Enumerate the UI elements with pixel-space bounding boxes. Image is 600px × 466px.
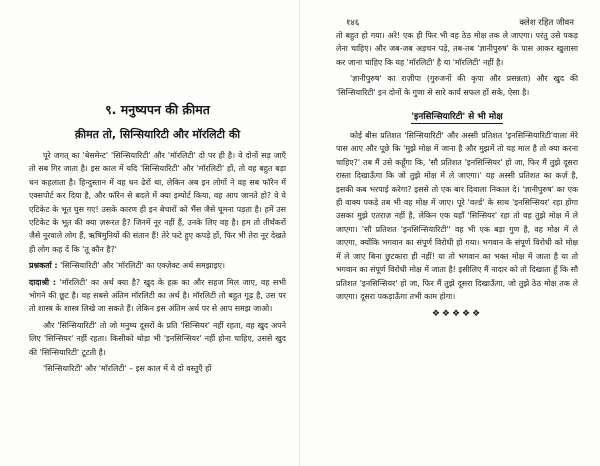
section-title xyxy=(336,110,578,122)
chapter-subtitle: क़ीमत तो, सिन्सियारिटी और मॉरलिटी की xyxy=(74,128,241,141)
dadashri-label: दादाश्री : xyxy=(29,277,57,287)
right-page xyxy=(300,0,600,466)
continued-paragraph: तो बहुत हो गया। अरे! एक ही फिर भी वह ठेठ मोक्ष तक ले जाएगा। परंतु उसे पकड़ लेना चाहिए। और जब-जब अड़चन पड़े, तब-तब 'ज्ञानीपुरुष' के पास आकर खुलासा कर जाना चाहिए कि यह 'मॉरलिटी' है या 'मॉरलिटी' नहीं है। xyxy=(336,31,578,67)
page-number: १४६ xyxy=(346,18,360,28)
answer-text: 'मॉरलिटी' का अर्थ क्या है? खुद के हक़ का और सहज मिल जाए, वह सभी भोगने की छूट है। वह सबसे अंतिम मॉरलिटी का अर्थ है। मॉरलिटी तो बहुत गूढ़ है, उस पर तो शास्त्र के शास्त्र लिखे जा सकते हैं। लेकिन इस अंतिम अर्थ पर से आप समझ जाओ। xyxy=(29,277,286,314)
answer-paragraph xyxy=(29,276,286,316)
ornament-divider: ❖❖❖❖❖ xyxy=(431,309,483,320)
question-text: 'सिन्सियारिटी' और 'मॉरलिटी' का एक्ज़ेक्ट अर्थ समझाइए। xyxy=(60,261,225,271)
section-title-text: 'इनसिन्सियारिटी' से भी मोक्ष xyxy=(411,112,503,123)
question-paragraph xyxy=(29,259,286,272)
intro-paragraph: पूरे जगत् का 'बेसमेन्ट' 'सिन्सियारिटी' और 'मॉरलिटी' दो पर ही है। वे दोनों सड़ जाएँ तो सब गिर जाता है। इस काल में यदि 'सिन्सियारिटी' और 'मॉरलिटी' हों, तो वह बहुत बड़ा धन कहलाता है। हिन्दुस्तान में वह धन ढेरों था, लेकिन अब इन लोगों ने वह सब फॉरेन में एक्सपोर्ट कर दिया है, और फॉरेन से बदले में क्या इम्पोर्ट किया, वह आप जानते हो? वे ये एटिकेट के भूत घुस गए! उसके कारण ही इन बेचारों को भैंस जैसे घूमना पड़ता है। हमें उस एटिकेट के भूत की क्या ज़रूरत है? जिनमें नूर नहीं हैं, उनके लिए वह है। हम तो तीर्थंकरों जैसे नूरवाले लोग हैं, ऋषिमुनियों की संतान हैं! तेरे फटे हुए कपड़े हों, फिर भी तेरा नूर देखते ही लोग कह दें कि 'तू कौन है?' xyxy=(29,151,286,254)
running-header xyxy=(336,0,578,28)
grace-paragraph: 'ज्ञानीपुरुष' का राज़ीपा (गुरुजनों की कृपा और प्रसन्नता) और खुद की 'सिन्सियारिटी' इन दोनों के गुणा से सारे कार्य सफल हों सके, ऐसा है। xyxy=(336,74,578,97)
sincerity-paragraph: और 'सिन्सियारिटी' तो जो मनुष्य दूसरों के प्रति 'सिन्सियर' नहीं रहता, वह खुद अपने लिए 'सिन्सियर' नहीं रहता। किसीको थोड़ा भी 'इनसिन्सियर' नहीं होना चाहिए, उससे खुद की 'सिन्सियारिटी' टूटती है। xyxy=(29,320,286,357)
book-title: क्लेश रहित जीवन xyxy=(519,18,574,28)
continuing-paragraph: 'सिन्सियारिटी' और 'मॉरलिटी' – इस काल में ये दो वस्तुएँ हों xyxy=(43,364,212,374)
questioner-label: प्रश्नकर्ता : xyxy=(29,261,58,271)
chapter-title: ९. मनुष्यपन की क़ीमत xyxy=(105,102,210,117)
insincerity-paragraph: कोई बीस प्रतिशत 'सिन्सियारिटी' और अस्सी प्रतिशत 'इनसिन्सियारिटी'वाला मेरे पास आए और पूछे कि 'मुझे मोक्ष में जाना है और मुझमें तो यह माल है तो क्या करना चाहिए?' तब मैं उसे कहूँगा कि, 'सौ प्रतिशत 'इनसिन्सियर' हो जा, फिर मैं तुझे दूसरा रास्ता दिखाऊँगा कि जो तुझे मोक्ष में ले जाएगा।' यह अस्सी प्रतिशत का कर्ज़ है, इसकी कब भरपाई करेगा? इससे तो एक बार दिवाला निकाल दे। 'ज्ञानीपुरुष' का एक ही वाक्य पकड़े तब भी वह मोक्ष में जाए। पूरे 'वर्ल्ड' के साथ 'इनसिन्सियर' रहा होगा उसका मुझे एतराज़ नहीं है, लेकिन एक यहाँ 'सिन्सियर' रहा तो वह तुझे मोक्ष में ले जाएगा। 'सौ प्रतिशत 'इनसिन्सियारिटी'' वह भी एक बड़ा गुण है, वह मोक्ष में ले जाएगा, क्योंकि भगवान का संपूर्ण विरोधी हो गया। भगवान के संपूर्ण विरोधी को मोक्ष में ले जाए बिना छुटकारा ही नहीं! या तो भगवान का भक्त मोक्ष में जाता है या तो भगवान का संपूर्ण विरोधी मोक्ष में जाता है! इसीलिए मैं नादार को तो दिखाता हूँ कि सौ प्रतिशत 'इनसिन्सियर' हो जा, फिर मैं तुझे दूसरा दिखाऊँगा, जो तुझे ठेठ मोक्ष तक ले जाएगा। दूसरा पकड़ाऊँगा तभी काम होगा। xyxy=(336,131,578,301)
